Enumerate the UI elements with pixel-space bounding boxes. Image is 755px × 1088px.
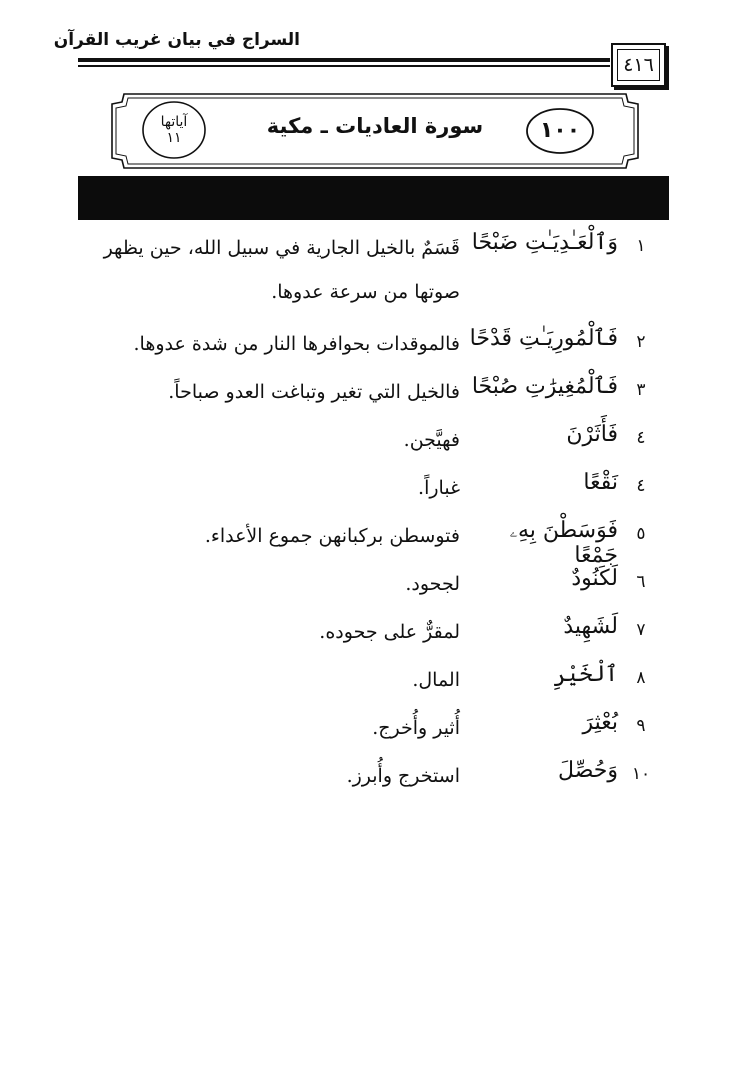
surah-name: سورة العاديات ـ مكية (266, 114, 484, 138)
verse-count-label: آياتها (160, 113, 188, 130)
glossary-entry (78, 706, 658, 754)
verse-number: ٢ (636, 332, 646, 352)
book-title: السراج في بيان غريب القرآن (53, 30, 300, 50)
verse-number: ١٠ (631, 764, 651, 784)
glossary-entry (78, 418, 658, 466)
verse-number: ٣ (636, 380, 646, 400)
verse-number: ٦ (636, 572, 646, 592)
surah-banner (110, 92, 640, 170)
glossary-list (78, 226, 658, 802)
surah-number: ١٠٠ (539, 117, 581, 143)
verse-count-badge (142, 102, 206, 158)
word-meaning: فتوسطن بركبانهن جموع الأعداء. (204, 525, 460, 547)
quran-word: فَٱلْمُغِيرَٰتِ صُبْحًا (471, 374, 618, 399)
verse-count-value: ١١ (166, 130, 182, 146)
glossary-entry (78, 514, 658, 568)
quran-word: فَٱلْمُورِيَـٰتِ قَدْحًا (469, 326, 618, 351)
word-meaning: قَسَمٌ بالخيل الجارية في سبيل الله، حين يظهر صوتها من سرعة عدوها. (103, 237, 460, 303)
word-meaning: أُثير وأُخرج. (372, 717, 460, 739)
quran-word: وَٱلْعَـٰدِيَـٰتِ ضَبْحًا (471, 230, 618, 255)
word-meaning: استخرج وأُبرز. (346, 765, 460, 787)
word-meaning: غباراً. (418, 477, 460, 499)
glossary-entry (78, 610, 658, 658)
quran-word: ٱلْخَيْرِ (553, 662, 618, 687)
verse-number: ١ (636, 236, 646, 256)
verse-number: ٤ (636, 428, 646, 448)
verse-number: ٩ (636, 716, 646, 736)
quran-word: فَوَسَطْنَ بِهِۦ جَمْعًا (509, 518, 618, 568)
quran-word: نَقْعًا (583, 470, 618, 495)
word-meaning: فالخيل التي تغير وتباغت العدو صباحاً. (168, 381, 460, 403)
verse-number: ٥ (636, 524, 646, 544)
quran-word: لَكَنُودٌ (571, 566, 618, 591)
quran-word: وَحُصِّلَ (558, 758, 618, 783)
word-meaning: فالموقدات بحوافرها النار من شدة عدوها. (133, 333, 460, 355)
glossary-entry (78, 658, 658, 706)
glossary-entry (78, 754, 658, 802)
glossary-entry (78, 466, 658, 514)
header-rule-thin (78, 65, 610, 67)
word-meaning: لمقرٌّ على جحوده. (319, 621, 460, 643)
glossary-entry (78, 562, 658, 610)
quran-word: لَشَهِيدٌ (563, 614, 618, 639)
glossary-entry (78, 322, 658, 370)
quran-word: بُعْثِرَ (582, 710, 618, 735)
verse-number: ٤ (636, 476, 646, 496)
word-meaning: المال. (412, 669, 460, 691)
glossary-entry (78, 226, 658, 322)
word-meaning: فهيَّجن. (403, 429, 460, 451)
glossary-entry (78, 370, 658, 418)
section-black-bar (78, 176, 669, 220)
header-rule-thick (78, 58, 610, 62)
page-number-box (611, 43, 666, 87)
word-meaning: لجحود. (405, 573, 460, 595)
verse-number: ٨ (636, 668, 646, 688)
page-number: ٤١٦ (623, 54, 654, 76)
quran-word: فَأَثَرْنَ (566, 422, 618, 447)
verse-number: ٧ (636, 620, 646, 640)
